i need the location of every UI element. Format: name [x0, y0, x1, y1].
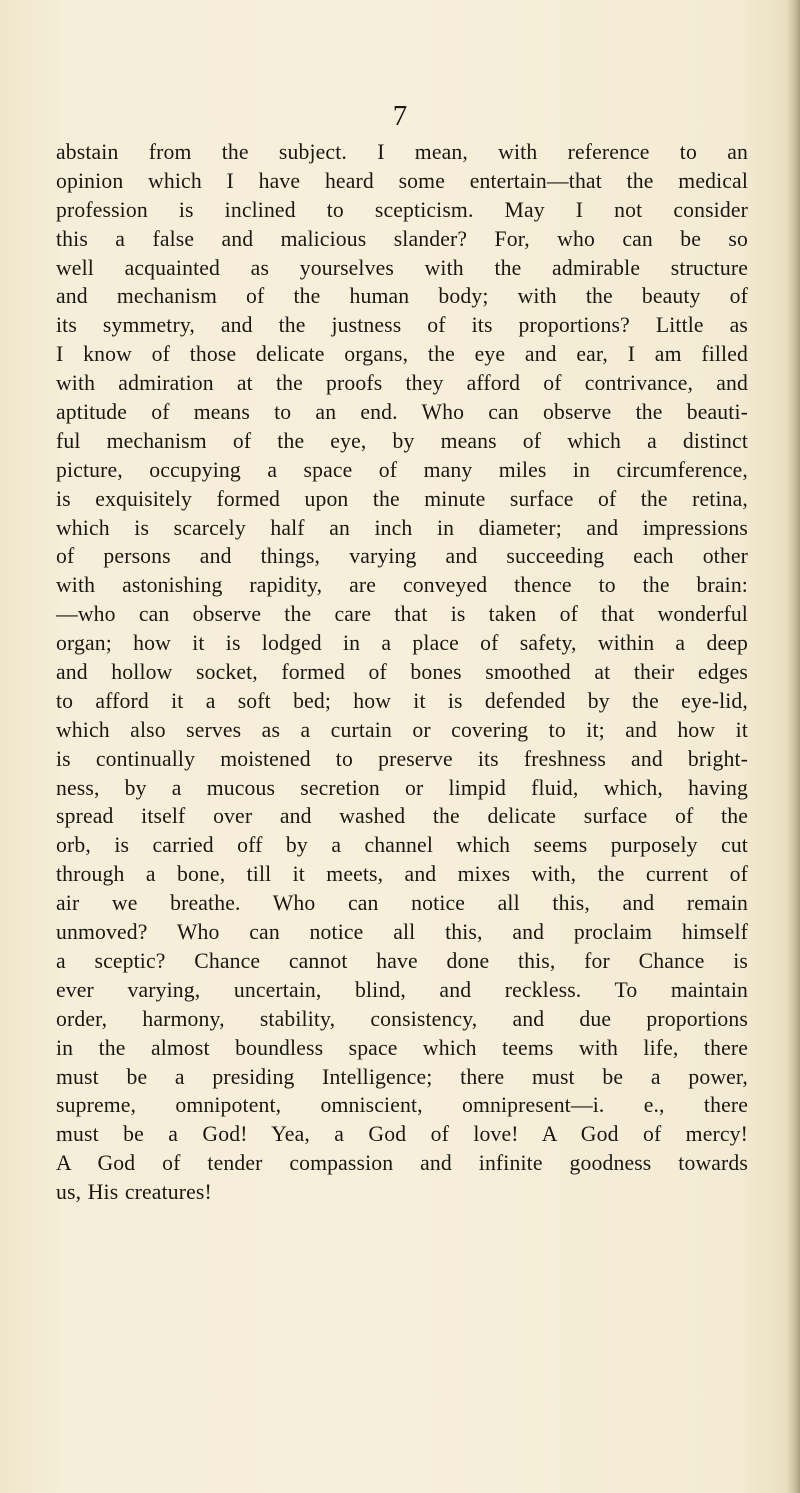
text-line: I know of those delicate organs, the eye and ear, I am filled: [56, 342, 748, 367]
text-line: must be a presiding Intelligence; there must be a power,: [56, 1064, 748, 1089]
text-line: with admiration at the proofs they afford of contrivance, and: [56, 371, 748, 396]
text-line: spread itself over and washed the delicate surface of the: [56, 804, 748, 829]
text-line: with astonishing rapidity, are conveyed thence to the brain:: [56, 573, 748, 598]
text-line: aptitude of means to an end. Who can observe the beauti-: [56, 400, 748, 425]
text-line: in the almost boundless space which teems with life, there: [56, 1035, 748, 1060]
text-line: supreme, omnipotent, omniscient, omnipresent—i. e., there: [56, 1093, 748, 1118]
text-line: its symmetry, and the justness of its proportions? Little as: [56, 313, 748, 338]
text-line: orb, is carried off by a channel which seems purposely cut: [56, 833, 748, 858]
text-line: organ; how it is lodged in a place of safety, within a deep: [56, 631, 748, 656]
text-line: order, harmony, stability, consistency, and due proportions: [56, 1006, 748, 1031]
text-line: of persons and things, varying and succeeding each other: [56, 544, 748, 569]
text-line: a sceptic? Chance cannot have done this, for Chance is: [56, 948, 748, 973]
text-line: which also serves as a curtain or covering to it; and how it: [56, 717, 748, 742]
text-line: ever varying, uncertain, blind, and reckless. To maintain: [56, 977, 748, 1002]
text-line: A God of tender compassion and infinite goodness towards: [56, 1151, 748, 1176]
text-line: abstain from the subject. I mean, with reference to an: [56, 140, 748, 164]
text-line: is exquisitely formed upon the minute surface of the retina,: [56, 486, 748, 511]
text-line: this a false and malicious slander? For, who can be so: [56, 226, 748, 251]
text-line: profession is inclined to scepticism. May I not consider: [56, 197, 748, 222]
text-line: us, His creatures!: [56, 1180, 212, 1205]
text-line: must be a God! Yea, a God of love! A God of mercy!: [56, 1122, 748, 1147]
text-line: to afford it a soft bed; how it is defended by the eye-lid,: [56, 688, 748, 713]
text-line: and mechanism of the human body; with the beauty of: [56, 284, 748, 309]
text-line: through a bone, till it meets, and mixes with, the current of: [56, 862, 748, 887]
text-line: well acquainted as yourselves with the admirable structure: [56, 255, 748, 280]
text-line: and hollow socket, formed of bones smoothed at their edges: [56, 660, 748, 685]
page-number: 7: [392, 100, 408, 132]
text-line: —who can observe the care that is taken of that wonderful: [56, 602, 748, 627]
text-line: is continually moistened to preserve its freshness and bright-: [56, 746, 748, 771]
page-edge-shadow: [786, 0, 800, 1493]
text-line: opinion which I have heard some entertain—that the medical: [56, 168, 748, 193]
text-line: ful mechanism of the eye, by means of which a distinct: [56, 428, 748, 453]
text-line: which is scarcely half an inch in diameter; and impressions: [56, 515, 748, 540]
text-line: air we breathe. Who can notice all this, and remain: [56, 891, 748, 916]
text-line: ness, by a mucous secretion or limpid fluid, which, having: [56, 775, 748, 800]
body-text: [56, 138, 748, 1207]
text-line: picture, occupying a space of many miles in circumference,: [56, 457, 748, 482]
text-line: unmoved? Who can notice all this, and proclaim himself: [56, 920, 748, 945]
